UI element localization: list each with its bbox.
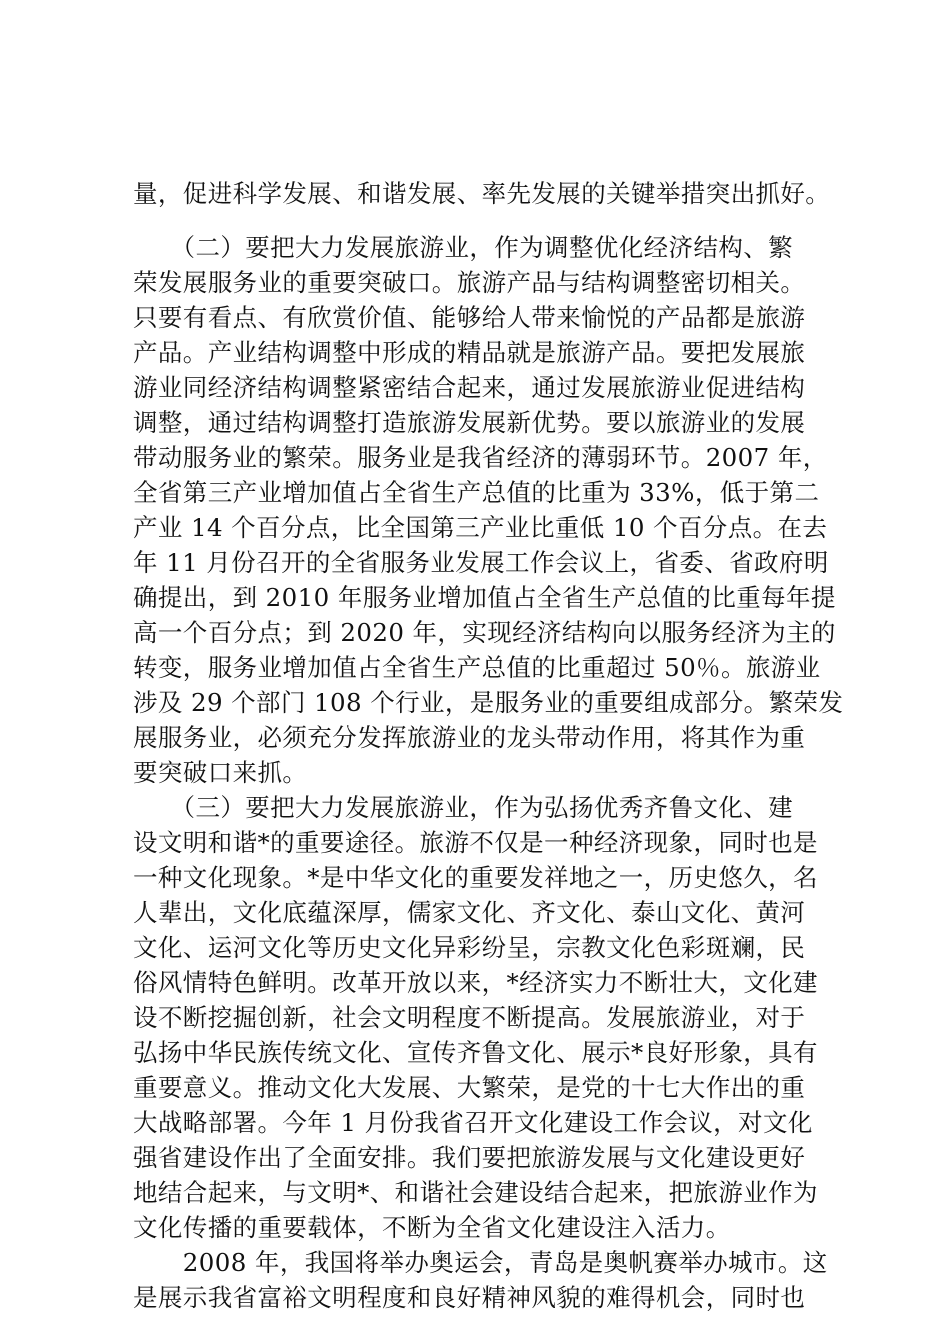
paragraph-line: 设不断挖掘创新，社会文明程度不断提高。发展旅游业，对于 <box>133 1003 806 1032</box>
paragraph-line: 荣发展服务业的重要突破口。旅游产品与结构调整密切相关。 <box>133 268 806 297</box>
paragraph-line: 调整，通过结构调整打造旅游发展新优势。要以旅游业的发展 <box>133 408 806 437</box>
paragraph-line: （三）要把大力发展旅游业，作为弘扬优秀齐鲁文化、建 <box>133 793 794 822</box>
paragraph-line: 弘扬中华民族传统文化、宣传齐鲁文化、展示*良好形象，具有 <box>133 1038 818 1067</box>
paragraph-line: 展服务业，必须充分发挥旅游业的龙头带动作用，将其作为重 <box>133 723 806 752</box>
paragraph-line: 强省建设作出了全面安排。我们要把旅游发展与文化建设更好 <box>133 1143 806 1172</box>
paragraph-line: 要突破口来抓。 <box>133 758 308 787</box>
paragraph-line: 是展示我省富裕文明程度和良好精神风貌的难得机会，同时也 <box>133 1283 806 1312</box>
paragraph-line: 游业同经济结构调整紧密结合起来，通过发展旅游业促进结构 <box>133 373 806 402</box>
paragraph-line: 涉及 29 个部门 108 个行业，是服务业的重要组成部分。繁荣发 <box>133 688 844 717</box>
paragraph-line: 产业 14 个百分点，比全国第三产业比重低 10 个百分点。在去 <box>133 513 828 542</box>
paragraph-line: 设文明和谐*的重要途径。旅游不仅是一种经济现象，同时也是 <box>133 828 818 857</box>
paragraph-line: 量，促进科学发展、和谐发展、率先发展的关键举措突出抓好。 <box>133 179 831 208</box>
paragraph-line: 大战略部署。今年 1 月份我省召开文化建设工作会议，对文化 <box>133 1108 813 1137</box>
paragraph-line: 全省第三产业增加值占全省生产总值的比重为 33%，低于第二 <box>133 478 820 507</box>
paragraph-line: 年 11 月份召开的全省服务业发展工作会议上，省委、省政府明 <box>133 548 829 577</box>
paragraph-line: 转变，服务业增加值占全省生产总值的比重超过 50％。旅游业 <box>133 653 821 682</box>
paragraph-line: 高一个百分点；到 2020 年，实现经济结构向以服务经济为主的 <box>133 618 836 647</box>
paragraph-line: 确提出，到 2010 年服务业增加值占全省生产总值的比重每年提 <box>133 583 836 612</box>
paragraph-line: 文化、运河文化等历史文化异彩纷呈，宗教文化色彩斑斓，民 <box>133 933 806 962</box>
paragraph-line: 带动服务业的繁荣。服务业是我省经济的薄弱环节。2007 年， <box>133 443 828 472</box>
paragraph-line: 人辈出，文化底蕴深厚，儒家文化、齐文化、泰山文化、黄河 <box>133 898 806 927</box>
paragraph-line: 2008 年，我国将举办奥运会，青岛是奥帆赛举办城市。这 <box>133 1248 828 1277</box>
paragraph-line: 重要意义。推动文化大发展、大繁荣，是党的十七大作出的重 <box>133 1073 806 1102</box>
paragraph-line: 一种文化现象。*是中华文化的重要发祥地之一，历史悠久，名 <box>133 863 818 892</box>
paragraph-line: 俗风情特色鲜明。改革开放以来，*经济实力不断壮大，文化建 <box>133 968 818 997</box>
paragraph-line: 产品。产业结构调整中形成的精品就是旅游产品。要把发展旅 <box>133 338 806 367</box>
paragraph-line: 只要有看点、有欣赏价值、能够给人带来愉悦的产品都是旅游 <box>133 303 806 332</box>
paragraph-line: 文化传播的重要载体，不断为全省文化建设注入活力。 <box>133 1213 731 1242</box>
paragraph-line: （二）要把大力发展旅游业，作为调整优化经济结构、繁 <box>133 233 794 262</box>
paragraph-line: 地结合起来，与文明*、和谐社会建设结合起来，把旅游业作为 <box>133 1178 818 1207</box>
